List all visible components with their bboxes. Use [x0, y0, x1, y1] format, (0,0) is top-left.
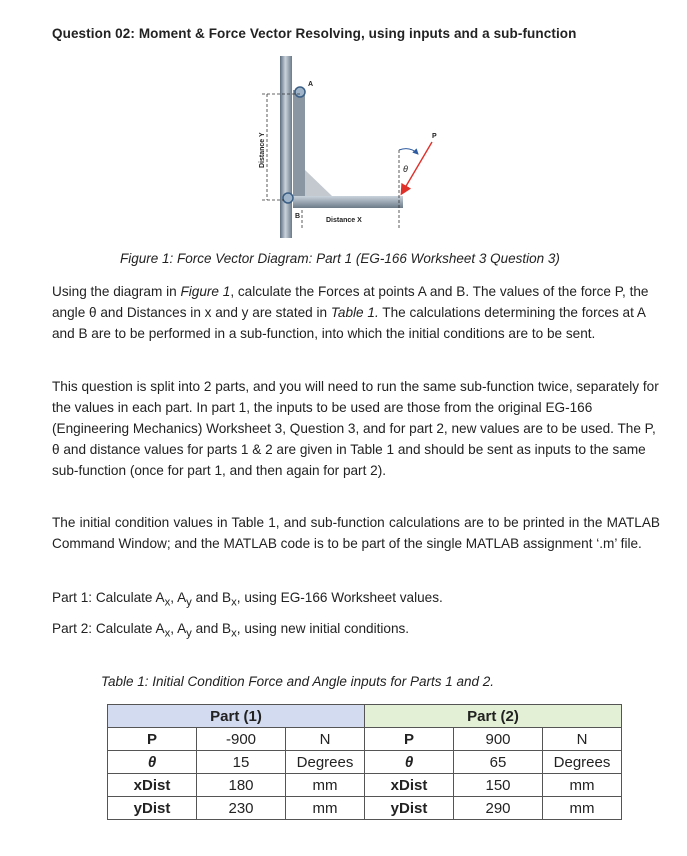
row-label: P [108, 728, 197, 751]
part1-unit: mm [286, 774, 365, 797]
bracket-gusset [305, 170, 332, 196]
row-label: yDist [108, 797, 197, 820]
part2-header: Part (2) [365, 705, 622, 728]
pin-a [295, 87, 305, 97]
part2-value: 65 [454, 751, 543, 774]
paragraph-output: The initial condition values in Table 1, and sub-function calculations are to be printed in the MATLAB Command Window; and the MATLAB code is to be part of the single MATLAB assignment ‘.m’ file. [52, 515, 660, 551]
part1-unit: N [286, 728, 365, 751]
part2-unit: mm [543, 797, 622, 820]
part2-unit: Degrees [543, 751, 622, 774]
row-label: θ [365, 751, 454, 774]
question-title: Question 02: Moment & Force Vector Resolving, using inputs and a sub-function [52, 26, 577, 41]
row-label: xDist [365, 774, 454, 797]
part1-unit: mm [286, 797, 365, 820]
part1-value: 180 [197, 774, 286, 797]
part2-value: 150 [454, 774, 543, 797]
support-wall [280, 56, 292, 238]
table-row [108, 774, 622, 797]
theta-arc [399, 149, 418, 154]
part2-value: 900 [454, 728, 543, 751]
paragraph-instructions: Using the diagram in Figure 1, calculate the Forces at points A and B. The values of the force P, the angle θ and Distances in x and y are stated in Table 1. The calculations determining the forces at A and B are to be performed in a sub-function, into which the initial conditions are to be sent. [52, 284, 649, 341]
part2-instruction: Part 2: Calculate $A_x$, $A_y$ and $B_x$, using new initial conditions. [52, 621, 410, 640]
force-vector-diagram [240, 50, 440, 238]
part1-instruction: Part 1: Calculate $A_x$, $A_y$ and $B_x$, using EG-166 Worksheet values. [52, 590, 443, 609]
part1-value: 230 [197, 797, 286, 820]
label-b: B [295, 213, 301, 220]
part1-value: 15 [197, 751, 286, 774]
part1-unit: Degrees [286, 751, 365, 774]
table-row [108, 751, 622, 774]
table-row [108, 728, 622, 751]
table-caption: Table 1: Initial Condition Force and Angle inputs for Parts 1 and 2. [101, 674, 494, 689]
label-a: A [308, 81, 314, 88]
row-label: P [365, 728, 454, 751]
label-distance-y: Distance Y [259, 132, 266, 168]
initial-conditions-table [107, 704, 622, 820]
part1-value: -900 [197, 728, 286, 751]
part2-unit: N [543, 728, 622, 751]
row-label: yDist [365, 797, 454, 820]
figure-caption: Figure 1: Force Vector Diagram: Part 1 (EG-166 Worksheet 3 Question 3) [120, 251, 560, 266]
table-header-row [108, 705, 622, 728]
row-label: xDist [108, 774, 197, 797]
label-theta: θ [403, 164, 408, 174]
table-row [108, 797, 622, 820]
label-p: P [432, 133, 437, 140]
bracket-horizontal [293, 196, 403, 208]
part1-header: Part (1) [108, 705, 365, 728]
part2-value: 290 [454, 797, 543, 820]
pin-b [283, 193, 293, 203]
part2-unit: mm [543, 774, 622, 797]
paragraph-parts: This question is split into 2 parts, and you will need to run the same sub-function twice, separately for the values in each part. In part 1, the inputs to be used are those from the original EG-166 (Engineering Mechanics) Worksheet 3, Question 3, and for part 2, new values are to be used. The P, θ and distance values for parts 1 & 2 are given in Table 1 and should be sent as inputs to the same sub-function (once for part 1, and then again for part 2). [52, 379, 659, 478]
label-distance-x: Distance X [326, 217, 362, 224]
row-label: θ [108, 751, 197, 774]
bracket-vertical [293, 90, 305, 208]
